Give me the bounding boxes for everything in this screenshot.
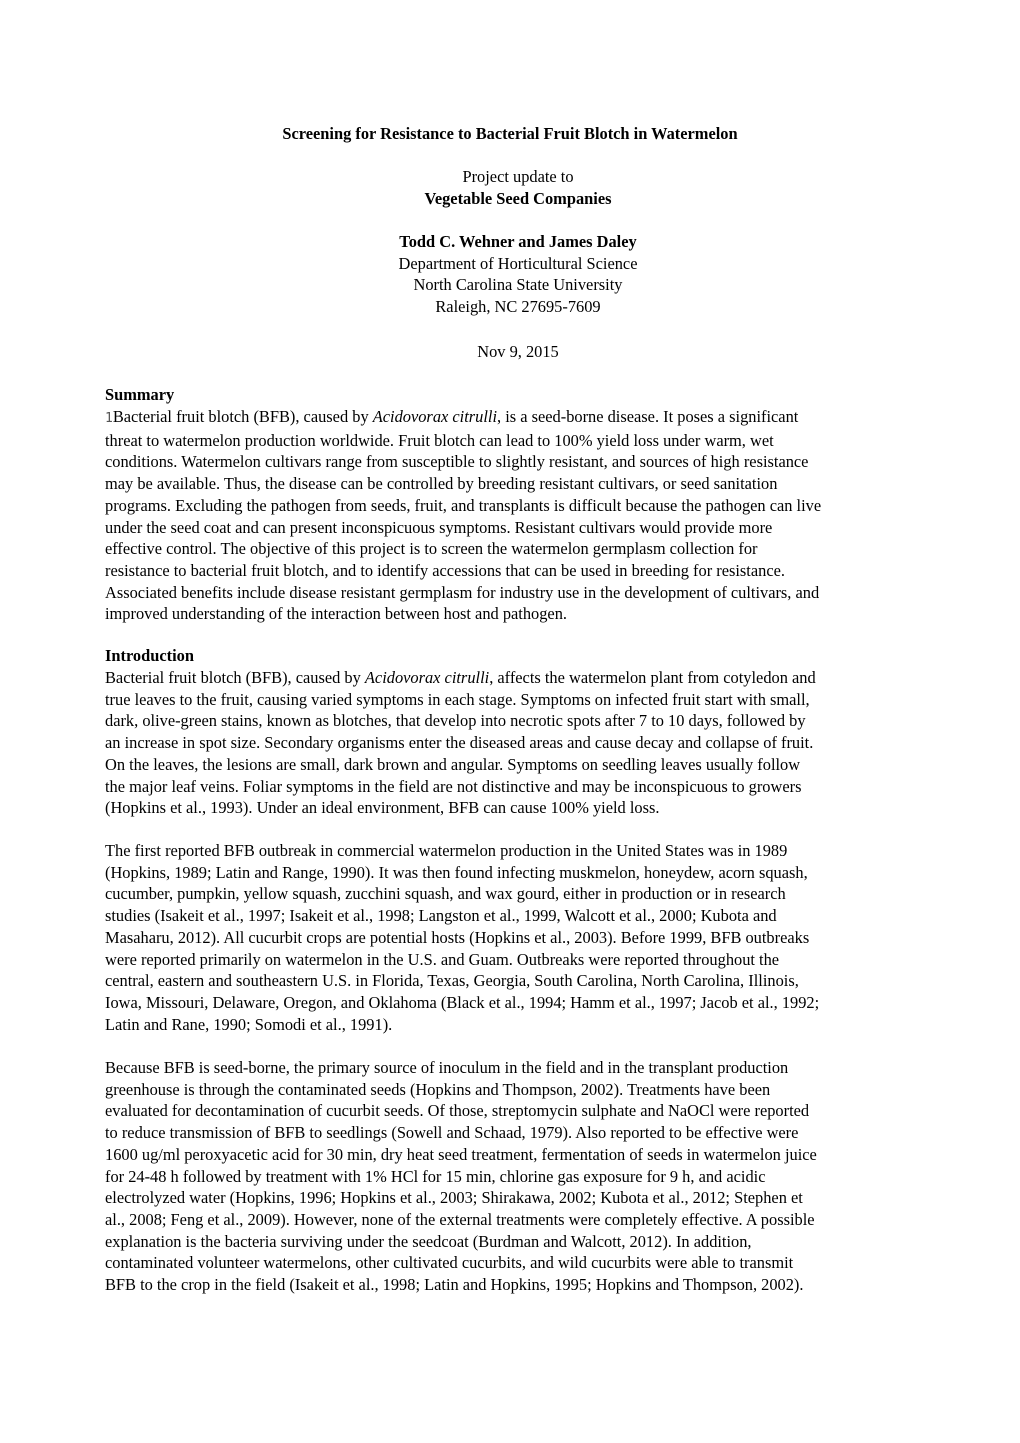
summary-line: resistance to bacterial fruit blotch, and to identify accessions that can be used in breeding for resistance. (105, 560, 785, 580)
intro-line: BFB to the crop in the field (Isakeit et al., 1998; Latin and Hopkins, 1995; Hopkins and Thompson, 2002). (105, 1275, 804, 1295)
update-line: Project update to (462, 167, 574, 186)
intro-line: electrolyzed water (Hopkins, 1996; Hopkins et al., 2003; Shirakawa, 2002; Kubota et al., 2012; Stephen et (105, 1188, 803, 1208)
intro-line: cucumber, pumpkin, yellow squash, zucchini squash, and wax gourd, either in production or in research (105, 884, 786, 904)
summary-line: conditions. Watermelon cultivars range from susceptible to slightly resistant, and sources of high resistance (105, 452, 809, 472)
intro-line: for 24-48 h followed by treatment with 1% HCl for 15 min, chlorine gas exposure for 9 h, and acidic (105, 1166, 766, 1186)
intro-line: studies (Isakeit et al., 1997; Isakeit et al., 1998; Langston et al., 1999, Walcott et al., 2000; Kubota and (105, 906, 777, 926)
intro-line-0: Bacterial fruit blotch (BFB), caused by Acidovorax citrulli, affects the watermelon plant from cotyledon and (105, 668, 816, 687)
intro-line: The first reported BFB outbreak in commercial watermelon production in the United States was in 1989 (105, 841, 788, 860)
audience-line: Vegetable Seed Companies (424, 188, 612, 208)
document-date: Nov 9, 2015 (477, 342, 559, 361)
date-block (0, 341, 1020, 363)
project-update-block (0, 166, 1020, 209)
species-name: Acidovorax citrulli (372, 407, 498, 426)
summary-line: effective control. The objective of this project is to screen the watermelon germplasm collection for (105, 539, 758, 559)
summary-line: Associated benefits include disease resistant germplasm for industry use in the development of cultivars, and (105, 582, 820, 602)
summary-line: programs. Excluding the pathogen from seeds, fruit, and transplants is difficult because the pathogen can live (105, 495, 822, 515)
summary-heading: Summary (105, 385, 175, 404)
intro-line: an increase in spot size. Secondary organisms enter the diseased areas and cause decay and collapse of fruit. (105, 733, 814, 753)
summary-line: under the seed coat and can present inconspicuous symptoms. Resistant cultivars would provide more (105, 517, 773, 537)
introduction-paragraph-1 (105, 667, 945, 819)
summary-marker: 1 (105, 411, 113, 426)
intro-line: true leaves to the fruit, causing varied symptoms in each stage. Symptoms on infected fruit start with small, (105, 689, 810, 709)
department: Department of Horticultural Science (398, 253, 638, 273)
intro-line: Iowa, Missouri, Delaware, Oregon, and Oklahoma (Black et al., 1994; Hamm et al., 1997; Jacob et al., 1992; (105, 992, 820, 1012)
intro-line: evaluated for decontamination of cucurbit seeds. Of those, streptomycin sulphate and NaOCl were reported (105, 1101, 810, 1121)
summary-line-0: 1Bacterial fruit blotch (BFB), caused by Acidovorax citrulli, is a seed-borne disease. It poses a significant (105, 407, 799, 426)
intro-line: explanation is the bacteria surviving under the seedcoat (Burdman and Walcott, 2012). In addition, (105, 1231, 752, 1251)
intro-line: On the leaves, the lesions are small, dark brown and angular. Symptoms on seedling leaves usually follow (105, 754, 801, 774)
introduction-paragraph-2 (105, 840, 945, 1035)
intro-line: al., 2008; Feng et al., 2009). However, none of the external treatments were completely effective. A possible (105, 1209, 815, 1229)
species-name: Acidovorax citrulli (364, 668, 490, 687)
intro-line: 1600 ug/ml peroxyacetic acid for 30 min, dry heat seed treatment, fermentation of seeds in watermelon juice (105, 1144, 817, 1164)
intro-line: Because BFB is seed-borne, the primary source of inoculum in the field and in the transplant production (105, 1058, 789, 1077)
intro-line: (Hopkins et al., 1993). Under an ideal environment, BFB can cause 100% yield loss. (105, 798, 660, 818)
address: Raleigh, NC 27695-7609 (435, 297, 601, 317)
university: North Carolina State University (413, 275, 623, 295)
intro-line: greenhouse is through the contaminated seeds (Hopkins and Thompson, 2002). Treatments have been (105, 1079, 771, 1099)
summary-line: may be available. Thus, the disease can be controlled by breeding resistant cultivars, or seed sanitation (105, 474, 778, 494)
intro-line: the major leaf veins. Foliar symptoms in the field are not distinctive and may be inconspicuous to growers (105, 776, 802, 796)
introduction-paragraph-3 (105, 1057, 945, 1296)
document-title: Screening for Resistance to Bacterial Fruit Blotch in Watermelon (282, 124, 738, 143)
intro-line: were reported primarily on watermelon in the U.S. and Guam. Outbreaks were reported throughout the (105, 949, 780, 969)
summary-paragraph (105, 406, 945, 625)
author-block (0, 231, 1020, 318)
intro-line: Masaharu, 2012). All cucurbit crops are potential hosts (Hopkins et al., 2003). Before 1999, BFB outbreaks (105, 927, 810, 947)
summary-line: improved understanding of the interaction between host and pathogen. (105, 604, 567, 624)
intro-line: (Hopkins, 1989; Latin and Range, 1990). It was then found infecting muskmelon, honeydew, acorn squash, (105, 862, 808, 882)
introduction-heading: Introduction (105, 646, 194, 665)
summary-line: threat to watermelon production worldwide. Fruit blotch can lead to 100% yield loss under warm, wet (105, 430, 774, 450)
intro-line: to reduce transmission of BFB to seedlings (Sowell and Schaad, 1979). Also reported to be effective were (105, 1123, 799, 1143)
intro-line: contaminated volunteer watermelons, other cultivated cucurbits, and wild cucurbits were able to transmit (105, 1253, 794, 1273)
authors: Todd C. Wehner and James Daley (399, 232, 637, 251)
intro-line: Latin and Rane, 1990; Somodi et al., 1991). (105, 1014, 393, 1034)
intro-line: central, eastern and southeastern U.S. in Florida, Texas, Georgia, South Carolina, North Carolina, Illinois, (105, 971, 799, 991)
intro-line: dark, olive-green stains, known as blotches, that develop into necrotic spots after 7 to 10 days, followed by (105, 711, 806, 731)
